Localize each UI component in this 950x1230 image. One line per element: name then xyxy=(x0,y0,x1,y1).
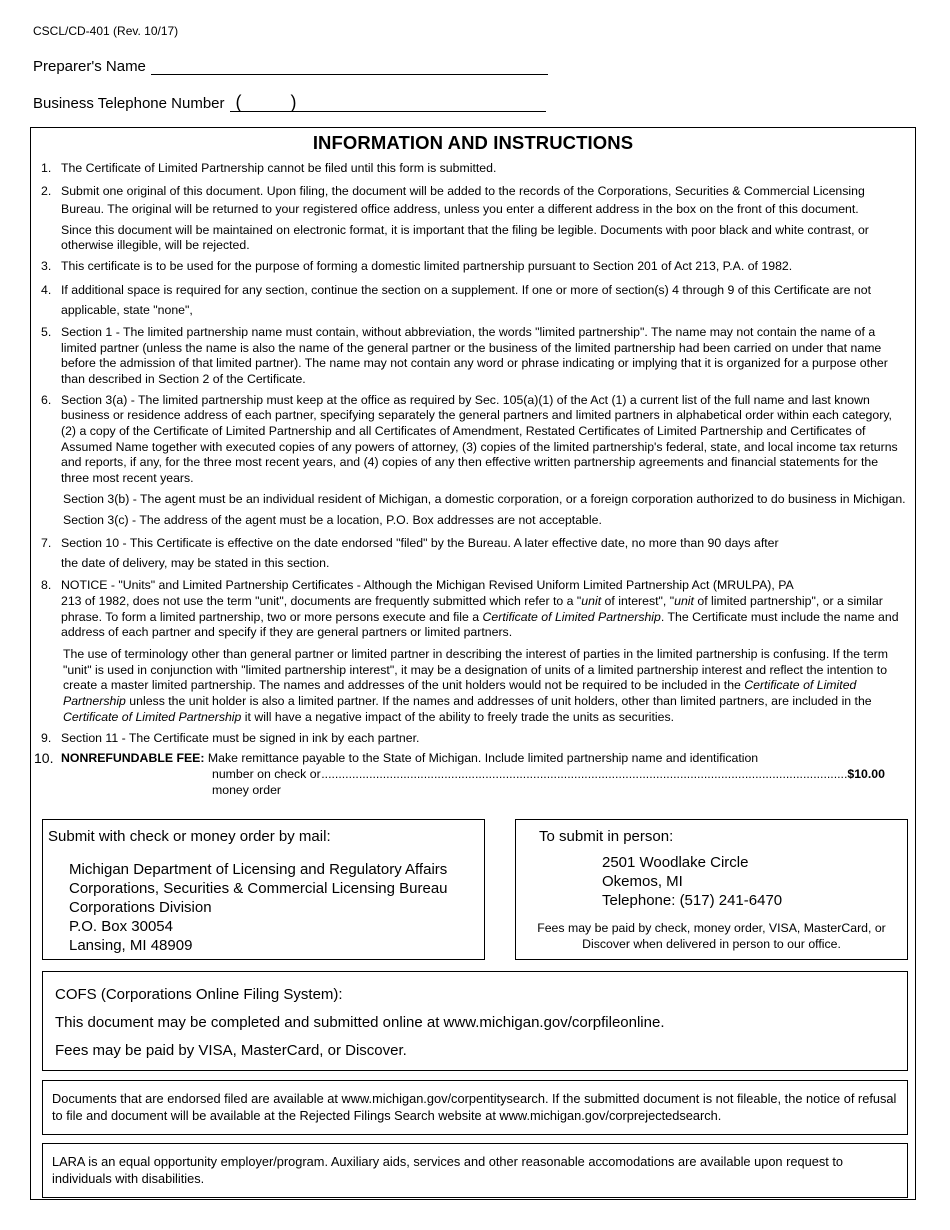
mail-address-line: Corporations Division xyxy=(69,899,212,916)
text-run-italic: unit xyxy=(581,593,602,608)
item-number: 7. xyxy=(41,536,52,551)
item-number: 3. xyxy=(41,259,52,274)
text-run: The use of terminology other than general partner or limited partner in describing the interest of parties in the limited partnership is confusing. If the term "unit" is used in conjunction with "limited partnership interest", it may be a designation of units of a limited partnership interest and reflect the intention to create a master limited partnership. The names and addresses of the unit holders would not be required to be included in the xyxy=(63,647,889,693)
item-text-cont xyxy=(61,594,907,641)
text-run: it will have a negative impact of the ability to freely trade the units as securities. xyxy=(241,709,675,724)
instruction-item-4 xyxy=(31,280,915,320)
cofs-heading: COFS (Corporations Online Filing System): xyxy=(55,986,343,1003)
item-number: 5. xyxy=(41,324,52,339)
item-text-cont: the date of delivery, may be stated in this section. xyxy=(61,556,330,571)
lara-notice-text: LARA is an equal opportunity employer/program. Auxiliary aids, services and other reasonable accomodations are available upon request to individuals with disabilities. xyxy=(52,1154,844,1186)
section-3c-text: Section 3(c) - The address of the agent must be a location, P.O. Box addresses are not acceptable. xyxy=(63,512,602,527)
instruction-item-5 xyxy=(31,325,915,388)
mail-heading: Submit with check or money order by mail: xyxy=(48,828,331,845)
phone-close-paren: ) xyxy=(290,92,297,112)
item-subtext: Since this document will be maintained on electronic format, it is important that the filing be legible. Documents with poor black and white contrast, or otherwise illegible, will be rejected. xyxy=(61,222,869,253)
item-number: 2. xyxy=(41,183,52,198)
instruction-item-3 xyxy=(31,259,915,275)
in-person-fees-note: Fees may be paid by check, money order, VISA, MasterCard, or Discover when delivered in person to our office. xyxy=(537,921,886,951)
text-run: unless the unit holder is also a limited partner. If the names and addresses of unit holders, other than limited partners, are included in the xyxy=(125,694,872,709)
text-run: of interest", " xyxy=(601,593,675,608)
in-person-box xyxy=(515,819,908,960)
mail-submission-box xyxy=(42,819,485,960)
item-text: If additional space is required for any section, continue the section on a supplement. If one or more of section(s) 4 through 9 of this Certificate are not xyxy=(61,282,871,297)
units-notice-text xyxy=(63,647,907,726)
item-number: 9. xyxy=(41,730,52,745)
phone-row xyxy=(33,91,546,112)
mail-address-line: P.O. Box 30054 xyxy=(69,918,173,935)
item-text: This certificate is to be used for the purpose of forming a domestic limited partnership pursuant to Section 201 of Act 213, P.A. of 1982. xyxy=(61,259,793,274)
item-number: 4. xyxy=(41,282,52,297)
item-text: Section 11 - The Certificate must be signed in ink by each partner. xyxy=(61,730,420,745)
instruction-item-6 xyxy=(31,393,915,529)
preparer-name-label: Preparer's Name xyxy=(33,58,146,75)
item-text: Section 10 - This Certificate is effective on the date endorsed "filed" by the Bureau. A later effective date, no more than 90 days after xyxy=(61,536,779,551)
fee-text: number on check or money order xyxy=(212,766,321,797)
in-person-address-line: Okemos, MI xyxy=(602,873,683,890)
in-person-address xyxy=(602,853,782,910)
instruction-item-7 xyxy=(31,533,915,573)
item-number: 10. xyxy=(34,750,54,767)
cofs-box xyxy=(42,971,908,1071)
phone-open-paren: ( xyxy=(235,92,242,112)
endorsed-documents-text: Documents that are endorsed filed are available at www.michigan.gov/corpentitysearch. If the submitted document is not fileable, the notice of refusal to file and document will be available at the Rejected Filings Search website at www.michigan.gov/corprejectedsearch. xyxy=(52,1091,897,1123)
endorsed-documents-box xyxy=(42,1080,908,1135)
item-text: The Certificate of Limited Partnership cannot be filed until this form is submitted. xyxy=(61,161,497,175)
instruction-item-9 xyxy=(31,731,915,747)
phone-label: Business Telephone Number xyxy=(33,95,225,112)
instruction-item-2 xyxy=(31,182,915,254)
item-text: Section 3(a) - The limited partnership must keep at the office as required by Sec. 105(a)(1) of the Act (1) a current list of the full name and last known business or residence address of each partner, specifying separately the general partners and limited partners in alphabetical order within each category, (2) a copy of the Certificate of Limited Partnership and all Certificates of Amendment, Restated Certificates of Limited Partnership and Certificates of Assumed Name together with executed copies of any powers of attorney, (3) copies of the limited partnership's federal, state, and local income tax returns and reports, if any, for the three most recent years, and (4) copies of any then effective written partnership agreements and financial statements for the three most recent years. xyxy=(61,392,898,486)
fee-amount: $10.00 xyxy=(847,766,885,781)
cofs-online-text: This document may be completed and submitted online at www.michigan.gov/corpfileonline. xyxy=(55,1014,665,1031)
item-text: NOTICE - "Units" and Limited Partnership Certificates - Although the Michigan Revised Uniform Limited Partnership Act (MRULPA), PA xyxy=(61,578,794,593)
instruction-item-1 xyxy=(31,161,915,177)
fee-label: NONREFUNDABLE FEE: xyxy=(61,751,205,766)
text-run: of limited partnership", or a similar phrase. To form a limited partnership, two or more persons execute and file a xyxy=(61,593,883,624)
fee-leader-dots: .......................................................................................................................................................... xyxy=(321,766,848,781)
instruction-item-8 xyxy=(31,578,915,725)
item-text-cont: applicable, state "none", xyxy=(61,302,193,317)
item-text: Make remittance payable to the State of Michigan. Include limited partnership name and identification xyxy=(204,751,759,766)
instructions-list xyxy=(31,161,915,803)
mail-address-line: Lansing, MI 48909 xyxy=(69,937,193,954)
fee-line xyxy=(61,767,915,798)
phone-field[interactable] xyxy=(230,91,546,112)
item-text: Submit one original of this document. Upon filing, the document will be added to the records of the Corporations, Securities & Commercial Licensing Bureau. The original will be returned to your registered office address, unless you enter a different address in the box on the front of this document. xyxy=(61,183,865,216)
form-id: CSCL/CD-401 (Rev. 10/17) xyxy=(33,24,179,38)
in-person-heading: To submit in person: xyxy=(539,828,674,845)
item-text: Section 1 - The limited partnership name must contain, without abbreviation, the words "limited partnership". The name may not contain the name of a limited partner (unless the name is also the name of the general partner or the business of the limited partnership had been carried on under that name before the admission of that limited partner). The name may not contain any word or phrase indicating or implying that it is organized for a purpose other than described in Section 2 of the Certificate. xyxy=(61,324,888,386)
lara-notice-box xyxy=(42,1143,908,1198)
mail-address xyxy=(69,860,448,955)
text-run-italic: unit xyxy=(674,593,694,608)
item-number: 6. xyxy=(41,392,52,407)
cofs-fees-text: Fees may be paid by VISA, MasterCard, or Discover. xyxy=(55,1042,407,1059)
text-run-italic: Certificate of Limited Partnership xyxy=(63,678,857,709)
instruction-item-10 xyxy=(31,751,915,798)
preparer-name-row xyxy=(33,54,548,75)
text-run: 213 of 1982, does not use the term "unit", documents are frequently submitted which refer to a " xyxy=(61,593,582,608)
section-3b-text: Section 3(b) - The agent must be an individual resident of Michigan, a domestic corporation, or a foreign corporation authorized to do business in Michigan. xyxy=(63,491,906,506)
item-number: 1. xyxy=(41,161,52,175)
text-run: . The Certificate must include the name and address of each partner and specify if they are general partners or limited partners. xyxy=(61,609,899,640)
in-person-address-line: 2501 Woodlake Circle xyxy=(602,854,749,871)
mail-address-line: Michigan Department of Licensing and Regulatory Affairs xyxy=(69,861,448,878)
preparer-name-field[interactable] xyxy=(151,54,548,75)
in-person-phone: Telephone: (517) 241-6470 xyxy=(602,892,783,909)
mail-address-line: Corporations, Securities & Commercial Licensing Bureau xyxy=(69,880,448,897)
text-run-italic: Certificate of Limited Partnership xyxy=(482,609,661,624)
instructions-title: INFORMATION AND INSTRUCTIONS xyxy=(312,132,634,153)
text-run-italic: Certificate of Limited Partnership xyxy=(63,709,242,724)
item-number: 8. xyxy=(41,578,52,593)
